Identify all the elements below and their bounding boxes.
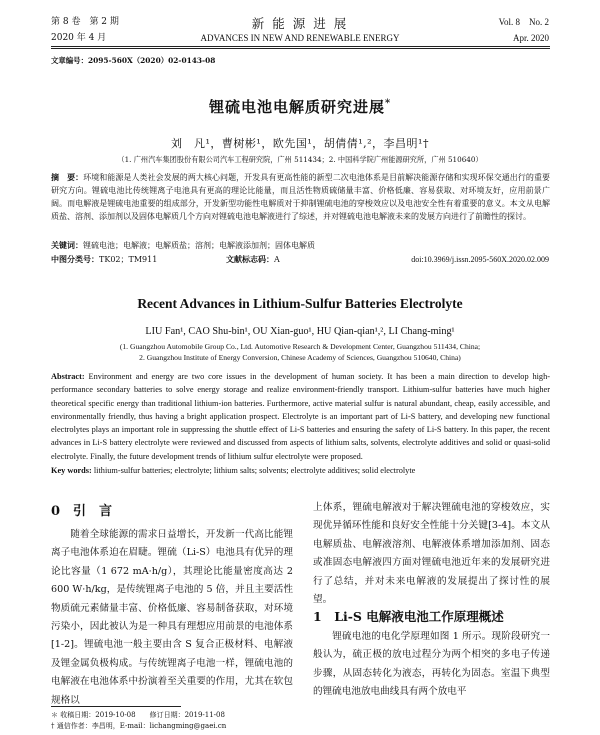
section-0-text: 随着全球能源的需求日益增长，开发新一代高比能锂离子电池体系迫在眉睫。锂硫（Li-S）电池具有优异的理论比容量（1 672 mA·h/g），其理论比能量密度高达 2 600 W·h/kg，是传统锂离子电池的 5 倍，并且主要活性物质硫元素储量丰富、价格低廉、容易制备获取，对环境污染小，因此被认为是一种具有理想应用前景的电池体系[1-2]。锂硫电池一般主要由含 S 复合正极材料、电解液及锂金属负极构成。与传统锂离子电池一样，锂硫电池的电解液在电池体系中扮演着至关重要的作用，尤其在软包规格以 bbox=[51, 529, 293, 706]
doc-code-value: A bbox=[274, 255, 280, 264]
journal-date: 2020 年 4 月 bbox=[51, 33, 107, 43]
keywords-cn-label: 关键词： bbox=[51, 240, 83, 250]
footnote-corresponding bbox=[51, 721, 226, 731]
section-0-heading: 0 引 言 bbox=[51, 504, 113, 519]
clc-value: TK02；TM911 bbox=[99, 255, 158, 264]
clc-label: 中图分类号： bbox=[51, 254, 99, 264]
clc-number bbox=[51, 253, 157, 266]
abstract-en-text: Environment and energy are two core issues in the development of human society. It has been a main direction to develop high-performance secondary batteries to solve energy storage and realize environment-friendly transport. Lithium-sulfur batteries have much higher theoretical specific energy than traditional lithium-ion batteries. Furthermore, active material sulfur is natural abundant, cheap, easily accessible, and environmentally friendly, thus having a bright application prospect. Electrolyte is an important part of Li-S battery, and developing new functional electrolytes plays an important role in suppressing the shuttle effect of Li-S batteries and ensuring the safety of Li-S battery. In this paper, the recent advances in Li-S battery electrolyte were reviewed and discussed from aspects of lithium salts, solvents, electrolyte additives and solid or quasi-solid electrolyte. Finally, the future development trends of lithium sulfur electrolyte were proposed. bbox=[51, 372, 550, 461]
keywords-en-label: Key words: bbox=[51, 466, 92, 475]
keywords-cn bbox=[51, 239, 550, 252]
authors-cn: 刘 凡¹，曹树彬¹，欧先国¹，胡倩倩¹,²，李昌明¹† bbox=[171, 137, 429, 150]
keywords-cn-text: 锂硫电池；电解液；电解质盐；溶剂；电解液添加剂；固体电解质 bbox=[83, 241, 315, 250]
doi: doi:10.3969/j.issn.2095-560X.2020.02.009 bbox=[411, 255, 549, 264]
abstract-en-label: Abstract: bbox=[51, 372, 85, 381]
abstract-en bbox=[51, 370, 550, 463]
corresponding-label: † 通信作者： bbox=[51, 722, 92, 730]
paper-title-cn bbox=[0, 96, 600, 117]
section-0-continued: 上体系，锂硫电解液对于解决锂硫电池的穿梭效应，实现优异循环性能和良好安全性能十分关键[3-4]。本文从电解质盐、电解液溶剂、电解液体系增加添加剂、固态或准固态电解液四方面对锂硫电池近年来的发展研究进行了总结，并对未来电解液的发展提出了探讨性的展望。 bbox=[313, 502, 550, 606]
abstract-cn-text: 环境和能源是人类社会发展的两大核心问题，开发具有更高性能的新型二次电池体系是目前解决能源存储和实现环保交通出行的重要研究方向。锂硫电池比传统锂离子电池具有更高的理论比能量，而且活性物质硫储量丰富、价格低廉、容易获取、对环境友好，应用前景广阔。而电解液是锂硫电池重要的组成部分，开发新型功能性电解质对于抑制锂硫电池的穿梭效应以及电池安全性有着重要的意义。本文从电解质盐、溶剂、添加剂以及固体电解质几个方向对锂硫电池电解液进行了综述，并对锂硫电池电解液未来的发展方向进行了前瞻性的探讨。 bbox=[51, 173, 551, 221]
revised-date: 2019-11-08 bbox=[184, 711, 225, 719]
abstract-cn bbox=[51, 171, 550, 223]
journal-date-en: Apr. 2020 bbox=[513, 33, 549, 43]
article-number: 文章编号：2095-560X（2020）02-0143-08 bbox=[51, 56, 216, 65]
document-code bbox=[226, 253, 280, 266]
footnote-rule bbox=[51, 706, 181, 707]
abstract-cn-label: 摘 要： bbox=[51, 172, 84, 182]
affiliation-cn: （1. 广州汽车集团股份有限公司汽车工程研究院，广州 511434；2. 中国科学院广州能源研究所，广州 510640） bbox=[117, 155, 483, 164]
journal-volume-issue: 第 8 卷 第 2 期 bbox=[51, 17, 119, 27]
received-label: ＊ 收稿日期： bbox=[51, 711, 96, 719]
authors-en: LIU Fan¹, CAO Shu-bin¹, OU Xian-guo¹, HU Qian-qian¹,², LI Chang-ming¹ bbox=[145, 326, 455, 337]
received-date: 2019-10-08 bbox=[95, 711, 136, 719]
affiliation-en-1: (1. Guangzhou Automobile Group Co., Ltd. Automotive Research & Development Center, Guangzhou 511434, China; bbox=[119, 342, 481, 351]
title-footnote-mark: * bbox=[384, 98, 392, 109]
journal-title-en: ADVANCES IN NEW AND RENEWABLE ENERGY bbox=[200, 33, 400, 43]
keywords-en bbox=[51, 464, 550, 477]
header-rule-thin bbox=[51, 48, 550, 49]
revised-label: 修订日期： bbox=[149, 711, 185, 719]
paper-title-en: Recent Advances in Lithium-Sulfur Batteries Electrolyte bbox=[137, 296, 463, 311]
footnote-received bbox=[51, 710, 225, 720]
journal-vol-en: Vol. 8 No. 2 bbox=[498, 17, 549, 27]
section-1-text: 锂硫电池的电化学原理如图 1 所示。现阶段研究一般认为，硫正极的放电过程分为两个相突的多电子传递步骤，从固态转化为液态，再转化为固态。室温下典型的锂硫电池放电曲线具有两个放电平 bbox=[313, 631, 550, 698]
section-1-heading: 1 Li-S 电解液电池工作原理概述 bbox=[313, 609, 504, 624]
affiliation-en-2: 2. Guangzhou Institute of Energy Conversion, Chinese Academy of Sciences, Guangzhou 510640, China) bbox=[139, 353, 461, 362]
corresponding-author: 李昌明，E-mail：lichangming@gaei.cn bbox=[91, 722, 227, 730]
doc-code-label: 文献标志码： bbox=[226, 254, 274, 264]
header-rule bbox=[51, 46, 550, 47]
title-text: 锂硫电池电解质研究进展 bbox=[208, 98, 385, 116]
journal-title-cn: 新 能 源 进 展 bbox=[251, 16, 349, 31]
keywords-en-text: lithium-sulfur batteries; electrolyte; lithium salts; solvents; electrolyte additives; solid electrolyte bbox=[93, 466, 416, 475]
